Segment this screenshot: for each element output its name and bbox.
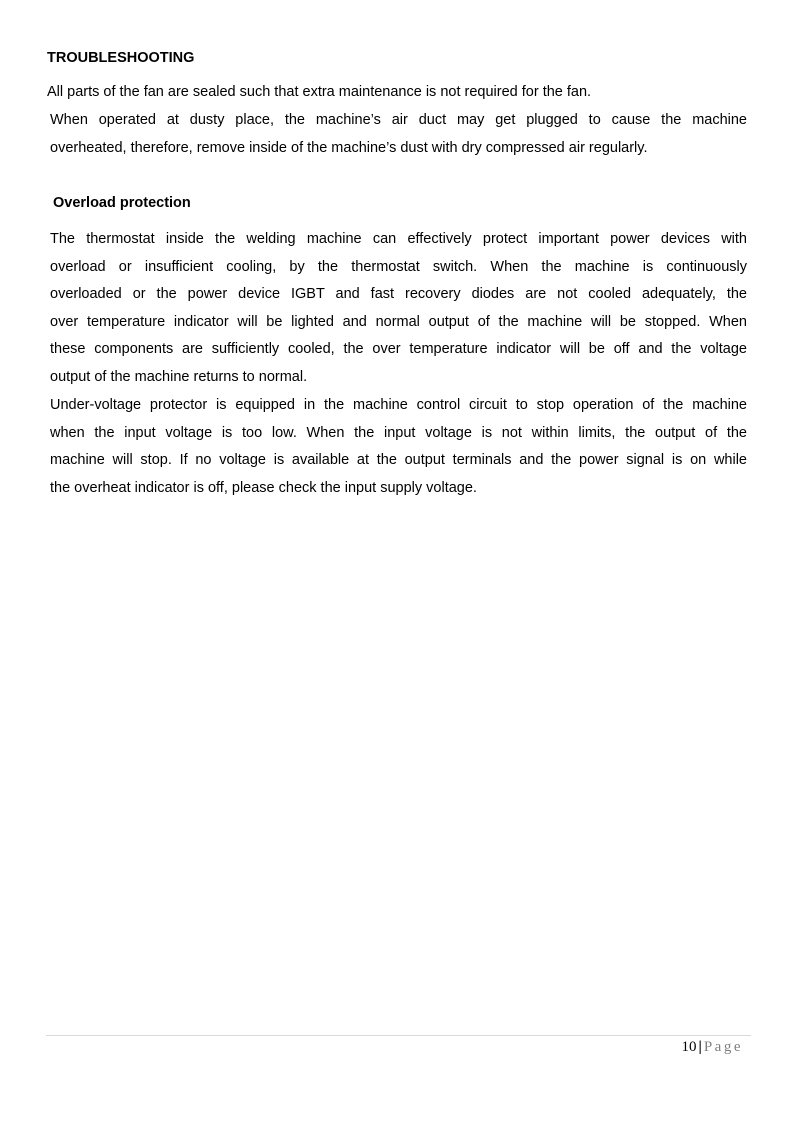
page-footer [682,1038,743,1056]
footer-separator: | [698,1039,702,1055]
paragraph-undervoltage-protection [50,392,747,502]
section-heading-overload-protection: Overload protection [53,195,191,211]
text-line: overload or insufficient cooling, by the thermostat switch. When the machine is continuously [50,258,747,275]
paragraph-dust-cleaning [50,107,747,162]
text-line: All parts of the fan are sealed such that extra maintenance is not required for the fan. [47,84,592,100]
page-number: 10 [681,1039,697,1055]
text-line: overloaded or the power device IGBT and fast recovery diodes are not cooled adequately, the [50,286,747,303]
footer-divider [46,1035,751,1036]
text-line: When operated at dusty place, the machine’s air duct may get plugged to cause the machine [50,112,747,128]
text-line: overheated, therefore, remove inside of the machine’s dust with dry compressed air regularly. [50,139,648,156]
text-line: over temperature indicator will be lighted and normal output of the machine will be stopped. When [50,313,747,330]
text-line: machine will stop. If no voltage is available at the output terminals and the power signal is on while [50,452,747,469]
text-line: output of the machine returns to normal. [50,368,308,385]
paragraph-fan-maintenance [47,79,747,107]
text-line: Under-voltage protector is equipped in the machine control circuit to stop operation of the machine [50,397,747,413]
paragraph-thermostat-protection [50,226,747,392]
text-line: the overheat indicator is off, please check the input supply voltage. [50,479,477,496]
section-heading-troubleshooting: TROUBLESHOOTING [47,50,195,66]
page-label: Page [703,1039,743,1055]
text-line: when the input voltage is too low. When the input voltage is not within limits, the output of the [50,424,747,441]
text-line: The thermostat inside the welding machine can effectively protect important power devices with [50,231,747,247]
text-line: these components are sufficiently cooled, the over temperature indicator will be off and the voltage [50,341,747,358]
